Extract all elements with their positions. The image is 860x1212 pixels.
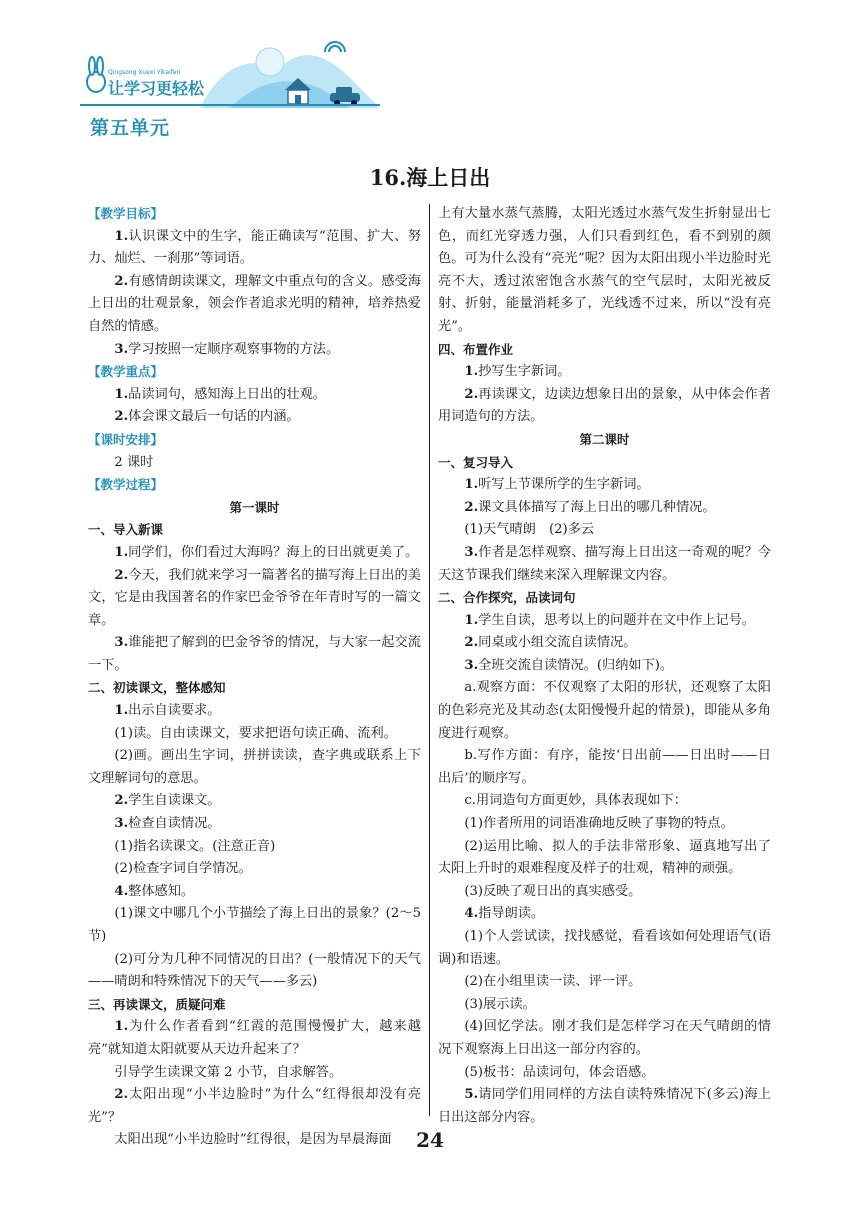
item-number: 1. <box>464 364 479 380</box>
paragraph-text: c.用词造句方面更妙，具体表现如下： <box>464 793 687 809</box>
paragraph-text: 听写上节课所学的生字新词。 <box>478 477 650 493</box>
unit-title: 第五单元 <box>90 117 171 139</box>
paragraph-text: (1)天气晴朗 (2)多云 <box>464 522 595 538</box>
paragraph <box>438 519 771 542</box>
paragraph <box>88 858 421 881</box>
paragraph <box>88 949 421 994</box>
paragraph-text: 2 课时 <box>114 454 154 470</box>
paragraph-text: 指导朗读。 <box>478 906 545 922</box>
paragraph <box>438 203 771 339</box>
paragraph-text: 学习按照一定顺序观察事物的方法。 <box>128 341 340 357</box>
paragraph-text: (1)指名读课文。(注意正音) <box>114 838 276 854</box>
paragraph-text: 同学们，你们看过大海吗？海上的日出就更美了。 <box>128 544 419 560</box>
paragraph <box>88 452 421 475</box>
paragraph-text: 请同学们用同样的方法自读特殊情况下(多云)海上日出这部分内容。 <box>438 1087 771 1125</box>
item-number: 1. <box>114 386 129 402</box>
section-heading: 二、合作探究，品读词句 <box>438 590 576 606</box>
section-heading: 三、再读课文，质疑问难 <box>88 996 226 1012</box>
paragraph-text: 全班交流自读情况。(归纳如下)。 <box>478 657 674 673</box>
item-number: 2. <box>114 273 129 289</box>
paragraph-text: 同桌或小组交流自读情况。 <box>478 635 637 651</box>
item-number: 4. <box>464 906 479 922</box>
section-heading: 四、布置作业 <box>438 341 514 357</box>
paragraph-text: 引导学生读课文第 2 小节，自求解答。 <box>114 1064 343 1080</box>
paragraph-text: 今天，我们就来学习一篇著名的描写海上日出的美文，它是由我国著名的作家巴金爷爷在年青时写的一篇文章。 <box>88 567 421 628</box>
paragraph-text: 学生自读课文。 <box>128 793 221 809</box>
paragraph-text: (2)检查字词自学情况。 <box>114 861 252 877</box>
left-column <box>88 203 421 1152</box>
item-number: 1. <box>114 544 129 560</box>
paragraph-text: (3)展示读。 <box>464 996 536 1012</box>
section-tag: 【教学重点】 <box>88 364 164 380</box>
paragraph <box>438 542 771 587</box>
item-number: 3. <box>464 544 479 560</box>
paragraph <box>88 542 421 565</box>
paragraph <box>88 881 421 904</box>
paragraph-text: 谁能把了解到的巴金爷爷的情况，与大家一起交流一下。 <box>88 635 421 673</box>
paragraph <box>88 1016 421 1061</box>
paragraph <box>438 474 771 497</box>
item-number: 2. <box>464 499 479 515</box>
paragraph <box>88 745 421 790</box>
paragraph-text: (1)个人尝试读，找找感觉，看看该如何处理语气(语调)和语速。 <box>438 929 771 967</box>
paragraph <box>438 745 771 790</box>
paragraph-text: (5)板书：品读词句，体会语感。 <box>464 1064 655 1080</box>
item-number: 1. <box>464 477 479 493</box>
paragraph-text: 为什么作者看到“红霞的范围慢慢扩大，越来越亮”就知道太阳就要从天边升起来了？ <box>88 1019 421 1057</box>
lesson-period-heading: 第二课时 <box>579 431 630 447</box>
paragraph-text: 作者是怎样观察、描写海上日出这一奇观的呢？今天这节课我们继续来深入理解课文内容。 <box>438 544 771 583</box>
header-logo-banner <box>80 38 380 108</box>
paragraph <box>88 1062 421 1085</box>
section-heading: 一、复习导入 <box>438 454 514 470</box>
paragraph-text: (4)回忆学法。刚才我们是怎样学习在天气晴朗的情况下观察海上日出这一部分内容的。 <box>438 1019 771 1057</box>
paragraph <box>438 632 771 655</box>
paragraph-text: (2)在小组里读一读、评一评。 <box>464 974 642 990</box>
lesson-period-heading: 第一课时 <box>229 499 280 515</box>
item-number: 3. <box>114 341 129 357</box>
paragraph <box>438 384 771 429</box>
section-tag: 【教学目标】 <box>88 206 164 221</box>
paragraph <box>88 226 421 271</box>
paragraph-text: b.写作方面：有序，能按‘日出前——日出时——日出后’的顺序写。 <box>438 748 771 786</box>
item-number: 1. <box>114 1019 129 1035</box>
paragraph <box>88 700 421 723</box>
item-number: 2. <box>464 635 479 651</box>
paragraph-text: (1)作者所用的词语准确地反映了事物的特点。 <box>464 816 734 832</box>
item-number: 3. <box>464 657 479 673</box>
paragraph-text: 检查自读情况。 <box>128 816 221 832</box>
paragraph <box>88 790 421 813</box>
paragraph-text: (3)反映了观日出的真实感受。 <box>464 883 642 899</box>
lesson-title: 16.海上日出 <box>369 165 491 190</box>
paragraph <box>438 994 771 1017</box>
paragraph <box>88 632 421 677</box>
paragraph-text: 课文具体描写了海上日出的哪几种情况。 <box>478 499 716 515</box>
item-number: 2. <box>114 793 129 809</box>
paragraph-text: 再读课文，边读边想象日出的景象，从中体会作者用词造句的方法。 <box>438 386 771 425</box>
paragraph <box>438 1084 771 1129</box>
paragraph <box>88 339 421 362</box>
paragraph <box>438 610 771 633</box>
paragraph <box>88 271 421 339</box>
paragraph <box>438 790 771 813</box>
item-number: 5. <box>464 1087 479 1103</box>
paragraph <box>88 1084 421 1129</box>
paragraph <box>438 1062 771 1085</box>
paragraph-text: a.观察方面：不仅观察了太阳的形状，还观察了太阳的色彩亮光及其动态(太阳慢慢升起的情景)，即能从多角度进行观察。 <box>438 680 771 741</box>
paragraph <box>438 655 771 678</box>
paragraph-text: 太阳出现“小半边脸时”为什么“红得很却没有亮光”？ <box>88 1087 421 1125</box>
paragraph <box>88 565 421 633</box>
paragraph <box>88 903 421 948</box>
paragraph <box>438 497 771 520</box>
page-number: 24 <box>416 1128 444 1152</box>
paragraph <box>438 677 771 745</box>
paragraph <box>438 1016 771 1061</box>
section-heading: 一、导入新课 <box>88 522 164 538</box>
paragraph-text: 认识课文中的生字，能正确读写“范围、扩大、努力、灿烂、一刹那”等词语。 <box>88 228 421 267</box>
brand-pinyin: Qingsong Xuexi Yikaifen <box>108 69 181 76</box>
paragraph-text: 品读词句，感知海上日出的壮观。 <box>128 386 326 402</box>
paragraph-text: 学生自读，思考以上的问题并在文中作上记号。 <box>478 612 756 628</box>
paragraph <box>438 926 771 971</box>
paragraph-text: 太阳出现“小半边脸时”红得很，是因为早晨海面 <box>114 1132 392 1148</box>
paragraph <box>438 813 771 836</box>
paragraph <box>438 836 771 881</box>
paragraph-text: (2)画。画出生字词，拼拼读读，查字典或联系上下文理解词句的意思。 <box>88 748 421 786</box>
item-number: 2. <box>114 567 129 583</box>
item-number: 1. <box>464 612 479 628</box>
paragraph-text: (2)可分为几种不同情况的日出？(一般情况下的天气——晴朗和特殊情况下的天气——多云) <box>88 951 421 990</box>
item-number: 1. <box>114 703 129 719</box>
paragraph <box>438 971 771 994</box>
paragraph <box>438 881 771 904</box>
paragraph <box>88 836 421 859</box>
paragraph-text: 抄写生字新词。 <box>478 364 571 380</box>
paragraph <box>88 813 421 836</box>
item-number: 4. <box>114 883 129 899</box>
paragraph-text: 整体感知。 <box>128 883 195 899</box>
right-column <box>438 203 771 1129</box>
item-number: 2. <box>464 386 479 402</box>
paragraph <box>88 723 421 746</box>
section-heading: 二、初读课文，整体感知 <box>88 680 226 696</box>
paragraph <box>438 361 771 384</box>
column-divider <box>429 204 430 1116</box>
paragraph <box>438 903 771 926</box>
paragraph-text: (1)课文中哪几个小节描绘了海上日出的景象？(2～5 节) <box>88 906 421 944</box>
paragraph-text: (2)运用比喻、拟人的手法非常形象、逼真地写出了太阳上升时的艰难程度及样子的壮观，精神的顽强。 <box>438 838 771 877</box>
paragraph-text: 上有大量水蒸气蒸腾，太阳光透过水蒸气发生折射显出七色，而红光穿透力强，人们只看到红色，看不到别的颜色。可为什么没有“亮光”呢？因为太阳出现小半边脸时光亮不大，透过浓密饱含水蒸气的空气层时，太阳光被反射、折射，能量消耗多了，光线透不过来，所以“没有亮光”。 <box>438 206 771 334</box>
item-number: 1. <box>114 228 129 244</box>
paragraph-text: 出示自读要求。 <box>128 703 221 719</box>
item-number: 3. <box>114 816 129 832</box>
brand-text: 让学习更轻松 <box>108 79 205 98</box>
item-number: 2. <box>114 1087 129 1103</box>
item-number: 2. <box>114 409 129 425</box>
item-number: 3. <box>114 635 129 651</box>
paragraph <box>88 406 421 429</box>
paragraph-text: 有感情朗读课文，理解文中重点句的含义。感受海上日出的壮观景象，领会作者追求光明的精神，培养热爱自然的情感。 <box>88 273 421 334</box>
paragraph-text: (1)读。自由读课文，要求把语句读正确、流利。 <box>114 725 397 741</box>
rabbit-mascot-icon <box>87 57 105 92</box>
section-tag: 【课时安排】 <box>88 431 164 447</box>
paragraph <box>88 384 421 407</box>
section-tag: 【教学过程】 <box>88 477 164 493</box>
paragraph-text: 体会课文最后一句话的内涵。 <box>128 409 300 425</box>
